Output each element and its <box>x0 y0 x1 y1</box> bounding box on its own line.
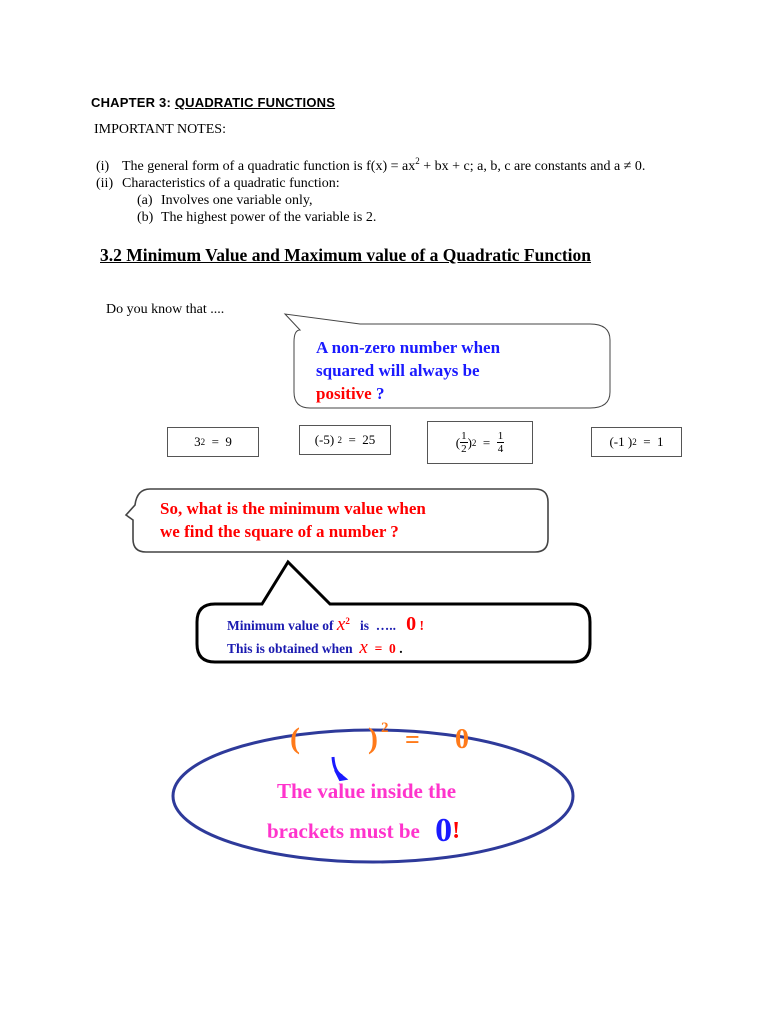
bubble-1-line-2: squared will always be <box>316 361 480 380</box>
note-b-label: (b) <box>137 210 154 225</box>
ellipse-brackets-text: brackets must be <box>267 819 420 843</box>
bubble-2-line-2: we find the square of a number ? <box>160 522 399 541</box>
note-b-text: The highest power of the variable is 2. <box>161 210 377 225</box>
ellipse-paren-close: ) <box>368 722 378 755</box>
notes-heading: IMPORTANT NOTES: <box>94 122 226 137</box>
example-box-4: (-1 ) 2 = 1 <box>591 427 682 457</box>
ellipse-exp: 2 <box>381 720 389 736</box>
note-ii-label: (ii) <box>96 176 114 191</box>
note-a-label: (a) <box>137 193 153 208</box>
ex2-rhs: = 25 <box>341 432 376 447</box>
ex3-close: ) <box>467 434 472 450</box>
example-box-2: (-5) 2 = 25 <box>299 425 391 455</box>
ellipse-excl: ! <box>452 818 461 844</box>
ex4-base: (-1 ) <box>609 434 633 449</box>
ex3-open: ( <box>455 434 461 450</box>
note-i-sup: 2 <box>415 156 420 166</box>
bubble-3-is: is ….. <box>349 618 407 633</box>
ellipse-line-1: The value inside the <box>277 779 457 803</box>
bubble-1-line-1: A non-zero number when <box>316 338 501 357</box>
bubble-1-question: ? <box>371 384 385 403</box>
ellipse-equals: = <box>405 725 420 754</box>
bubble-2-line-1: So, what is the minimum value when <box>160 499 426 518</box>
bubble-3-sup: 2 <box>345 616 350 626</box>
ex3-den: 2 <box>461 443 467 455</box>
bubble-1-text <box>316 336 500 405</box>
note-i <box>96 156 646 175</box>
note-ii-text: Characteristics of a quadratic function: <box>122 176 340 191</box>
note-i-text-b: + bx + c; a, b, c are constants and a ≠ 0. <box>419 159 646 174</box>
ellipse-paren-open: ( <box>290 722 300 755</box>
ex1-rhs: = 9 <box>205 434 232 449</box>
bubble-3-dot: . <box>395 641 403 656</box>
ex3-result <box>497 430 505 455</box>
chapter-heading <box>91 95 335 110</box>
ex3-num: 1 <box>461 430 467 442</box>
bubble-3-var-x2: x <box>359 637 368 658</box>
bubble-3-line-2 <box>227 637 424 660</box>
note-a <box>137 193 313 209</box>
bubble-3-line-1 <box>227 613 424 637</box>
ex3-rnum: 1 <box>497 430 504 442</box>
bubble-3-min-label: Minimum value of <box>227 618 337 633</box>
note-i-label: (i) <box>96 159 110 174</box>
example-box-1: 3 2 = 9 <box>167 427 259 457</box>
bubble-3-zero: 0 <box>406 613 417 635</box>
bubble-2-text <box>160 497 426 543</box>
example-box-3: ( $\frac{1}{2}$ ) 2 = $\frac{1}{4}$ <box>427 421 533 464</box>
ex3-rden: 4 <box>497 443 504 455</box>
bubble-1-positive: positive <box>316 384 372 403</box>
bubble-1-line-3 <box>316 382 500 405</box>
ex4-rhs: = 1 <box>636 434 664 449</box>
ex2-base: (-5) <box>314 432 338 447</box>
ex3-fraction <box>460 430 468 455</box>
section-title: 3.2 Minimum Value and Maximum value of a Quadratic Function <box>100 245 592 265</box>
note-ii <box>96 176 340 192</box>
bubble-3-excl: ! <box>416 618 424 633</box>
ellipse-zero: 0 <box>455 724 469 755</box>
chapter-title: QUADRATIC FUNCTIONS <box>174 95 336 110</box>
note-i-text-a: The general form of a quadratic function is f(x) = ax <box>122 159 416 174</box>
chapter-prefix: CHAPTER 3: <box>91 95 175 110</box>
bubble-3-eq-zero: = 0 <box>367 641 396 656</box>
ex1-base: 3 <box>194 434 201 449</box>
ex3-eq: = <box>476 434 497 450</box>
do-you-know-text: Do you know that .... <box>106 302 225 317</box>
note-b <box>137 210 376 226</box>
ellipse-zero-2: 0 <box>435 812 453 849</box>
note-a-text: Involves one variable only, <box>161 193 313 208</box>
ellipse-line-2 <box>267 812 460 850</box>
bubble-3-text <box>227 613 424 660</box>
bubble-3-obtained: This is obtained when <box>227 641 360 656</box>
bubble-3-var-x: x <box>336 614 346 635</box>
